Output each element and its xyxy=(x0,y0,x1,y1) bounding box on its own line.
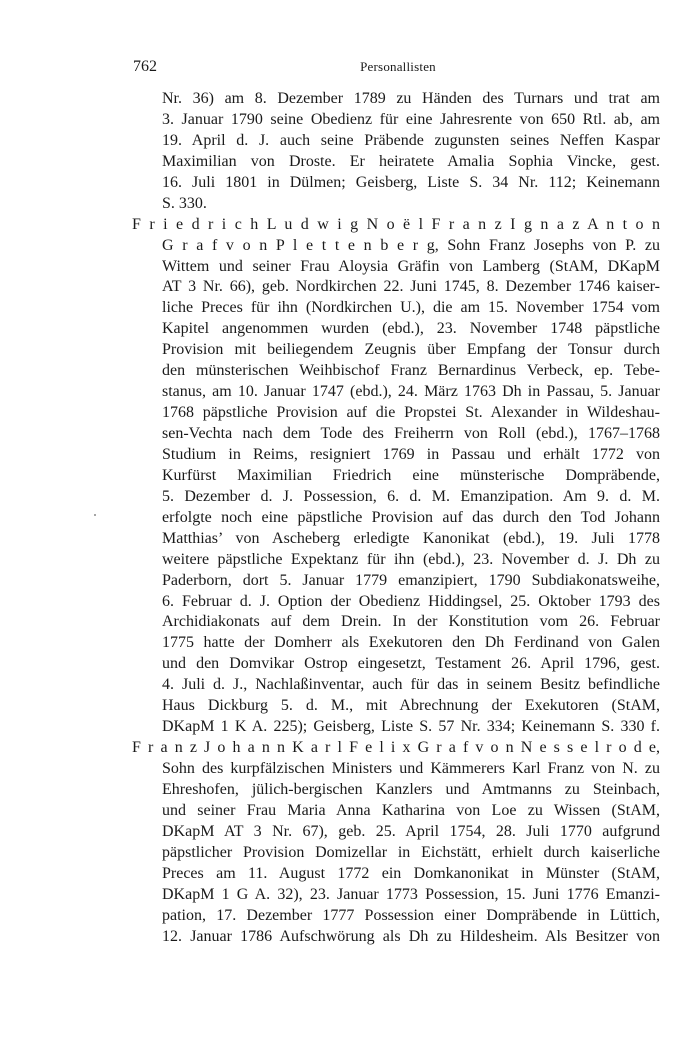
entry-name-line: F r a n z J o h a n n K a r l F e l i x G r a f v o n N e s s e l r o d e, xyxy=(132,739,660,757)
text-line: sen-Vechta nach dem Tode des Freiherrn von Roll (ebd.), 1767–1768 xyxy=(162,425,660,442)
text-line: DKapM AT 3 Nr. 67), geb. 25. April 1754, 28. Juli 1770 aufgrund xyxy=(162,822,660,840)
running-head: Personallisten xyxy=(360,59,436,74)
text-line: Wittem und seiner Frau Aloysia Gräfin von Lamberg (StAM, DKapM xyxy=(162,257,660,275)
text-line: Maximilian von Droste. Er heiratete Amalia Sophia Vincke, gest. xyxy=(162,152,660,170)
page-header xyxy=(133,58,663,78)
text-line: Preces am 11. August 1772 ein Domkanonikat in Münster (StAM, xyxy=(162,864,660,882)
text-line: 19. April d. J. auch seine Präbende zugunsten seines Neffen Kaspar xyxy=(162,131,660,149)
text-line: 1775 hatte der Domherr als Exekutoren den Dh Ferdinand von Galen xyxy=(162,634,660,652)
text-line: 4. Juli d. J., Nachlaßinventar, auch für das in seinem Besitz befindliche xyxy=(162,676,660,694)
text-line: 12. Januar 1786 Aufschwörung als Dh zu Hildesheim. Als Besitzer von xyxy=(162,927,660,945)
text-line: und den Domvikar Ostrop eingesetzt, Testament 26. April 1796, gest. xyxy=(162,655,660,673)
text-line: stanus, am 10. Januar 1747 (ebd.), 24. März 1763 Dh in Passau, 5. Januar xyxy=(162,383,660,401)
text-line: Matthias’ von Ascheberg erledigte Kanonikat (ebd.), 19. Juli 1778 xyxy=(162,529,660,547)
text-line: weitere päpstliche Expektanz für ihn (ebd.), 23. November d. J. Dh zu xyxy=(162,550,660,568)
text-line: 6. Februar d. J. Option der Obedienz Hiddingsel, 25. Oktober 1793 des xyxy=(162,592,660,610)
text-line: Kurfürst Maximilian Friedrich eine münsterische Dompräbende, xyxy=(162,466,660,484)
text-line: und seiner Frau Maria Anna Katharina von Loe zu Wissen (StAM, xyxy=(162,801,660,819)
text-line: Haus Dickburg 5. d. M., mit Abrechnung der Exekutoren (StAM, xyxy=(162,697,660,715)
text-line: S. 330. xyxy=(162,194,207,212)
text-line: Archidiakonats auf dem Drein. In der Konstitution vom 26. Februar xyxy=(162,613,660,631)
text-line: päpstlicher Provision Domizellar in Eichstätt, erhielt durch kaiserliche xyxy=(162,843,660,861)
text-line: 16. Juli 1801 in Dülmen; Geisberg, Liste S. 34 Nr. 112; Keinemann xyxy=(162,173,660,191)
text-line: erfolgte noch eine päpstliche Provision auf das durch den Tod Johann xyxy=(162,508,660,526)
page-body-text xyxy=(132,89,660,947)
margin-mark xyxy=(94,514,96,516)
text-line: Ehreshofen, jülich-bergischen Kanzlers und Amtmanns zu Steinbach, xyxy=(162,780,660,798)
text-line: Provision mit beiliegendem Zeugnis über Empfang der Tonsur durch xyxy=(162,341,660,359)
text-line: Studium in Reims, resigniert 1769 in Passau und erhält 1772 von xyxy=(162,445,660,463)
text-line: liche Preces für ihn (Nordkirchen U.), die am 15. November 1754 vom xyxy=(162,299,660,317)
text-line: DKapM 1 G A. 32), 23. Januar 1773 Possession, 15. Juni 1776 Emanzi- xyxy=(162,885,660,903)
text-line: AT 3 Nr. 66), geb. Nordkirchen 22. Juni 1745, 8. Dezember 1746 kaiser- xyxy=(162,278,660,296)
text-line: DKapM 1 K A. 225); Geisberg, Liste S. 57 Nr. 334; Keinemann S. 330 f. xyxy=(162,718,660,736)
page-number: 762 xyxy=(133,58,157,75)
text-line: Nr. 36) am 8. Dezember 1789 zu Händen des Turnars und trat am xyxy=(162,90,660,107)
text-line: G r a f v o n P l e t t e n b e r g, Sohn Franz Josephs von P. zu xyxy=(162,236,660,254)
text-line: pation, 17. Dezember 1777 Possession einer Dompräbende in Lüttich, xyxy=(162,906,660,924)
text-line: Paderborn, dort 5. Januar 1779 emanzipiert, 1790 Subdiakonatsweihe, xyxy=(162,571,660,589)
text-line: 3. Januar 1790 seine Obedienz für eine Jahresrente von 650 Rtl. ab, am xyxy=(162,110,660,128)
text-line: den münsterischen Weihbischof Franz Bernardinus Verbeck, ep. Tebe- xyxy=(162,362,660,380)
text-line: Sohn des kurpfälzischen Ministers und Kämmerers Karl Franz von N. zu xyxy=(162,760,660,777)
text-line: 1768 päpstliche Provision auf die Propstei St. Alexander in Wildeshau- xyxy=(162,404,660,422)
text-line: 5. Dezember d. J. Possession, 6. d. M. Emanzipation. Am 9. d. M. xyxy=(162,487,660,505)
entry-name-line: F r i e d r i c h L u d w i g N o ë l F r a n z I g n a z A n t o n xyxy=(132,215,660,233)
text-line: Kapitel angenommen wurden (ebd.), 23. November 1748 päpstliche xyxy=(162,320,660,338)
